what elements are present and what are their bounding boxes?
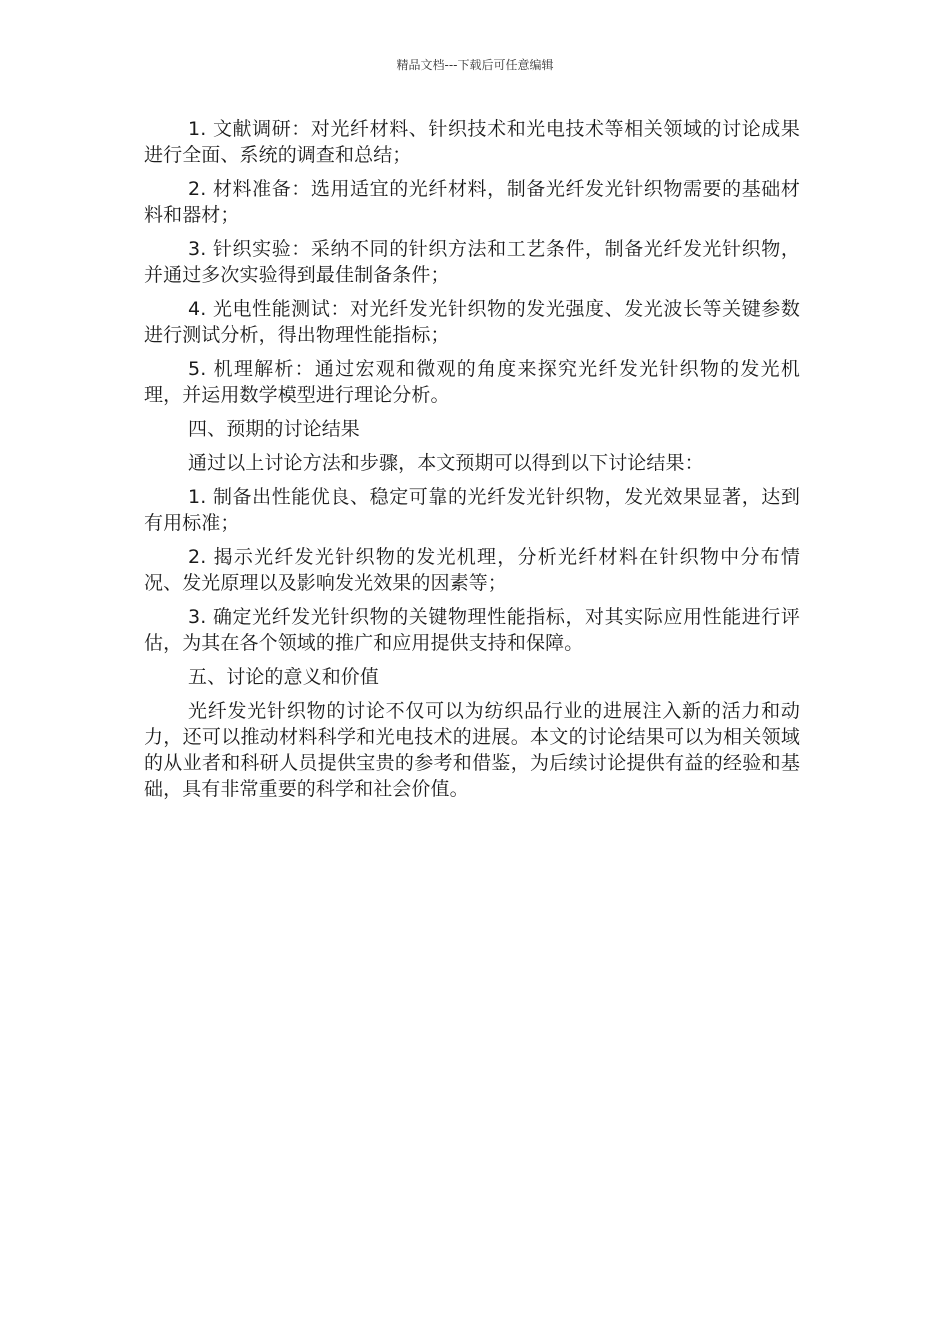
list-item-knitting-experiment: 3. 针织实验：采纳不同的针织方法和工艺条件，制备光纤发光针织物，并通过多次实验得到最佳制备条件； [144, 238, 800, 286]
list-item-optoelectronic-test: 4. 光电性能测试：对光纤发光针织物的发光强度、发光波长等关键参数进行测试分析，得出物理性能指标； [144, 298, 800, 346]
page-header: 精品文档---下载后可任意编辑 [396, 58, 554, 72]
list-item-literature-review: 1. 文献调研：对光纤材料、针织技术和光电技术等相关领域的讨论成果进行全面、系统的调查和总结； [144, 118, 800, 166]
document-body [144, 116, 800, 810]
list-item-result-2: 2. 揭示光纤发光针织物的发光机理，分析光纤材料在针织物中分布情况、发光原理以及影响发光效果的因素等； [144, 546, 800, 594]
section-heading-expected-results: 四、预期的讨论结果 [188, 418, 360, 440]
list-item-result-1: 1. 制备出性能优良、稳定可靠的光纤发光针织物，发光效果显著，达到有用标准； [144, 486, 800, 534]
list-item-mechanism-analysis: 5. 机理解析：通过宏观和微观的角度来探究光纤发光针织物的发光机理，并运用数学模型进行理论分析。 [144, 358, 800, 406]
paragraph-expected-intro: 通过以上讨论方法和步骤，本文预期可以得到以下讨论结果： [188, 452, 704, 474]
list-item-material-preparation: 2. 材料准备：选用适宜的光纤材料，制备光纤发光针织物需要的基础材料和器材； [144, 178, 800, 226]
paragraph-significance: 光纤发光针织物的讨论不仅可以为纺织品行业的进展注入新的活力和动力，还可以推动材料科学和光电技术的进展。本文的讨论结果可以为相关领域的从业者和科研人员提供宝贵的参考和借鉴，为后续讨论提供有益的经验和基础，具有非常重要的科学和社会价值。 [144, 700, 800, 800]
section-heading-significance: 五、讨论的意义和价值 [188, 666, 380, 688]
list-item-result-3: 3. 确定光纤发光针织物的关键物理性能指标，对其实际应用性能进行评估，为其在各个领域的推广和应用提供支持和保障。 [144, 606, 800, 654]
